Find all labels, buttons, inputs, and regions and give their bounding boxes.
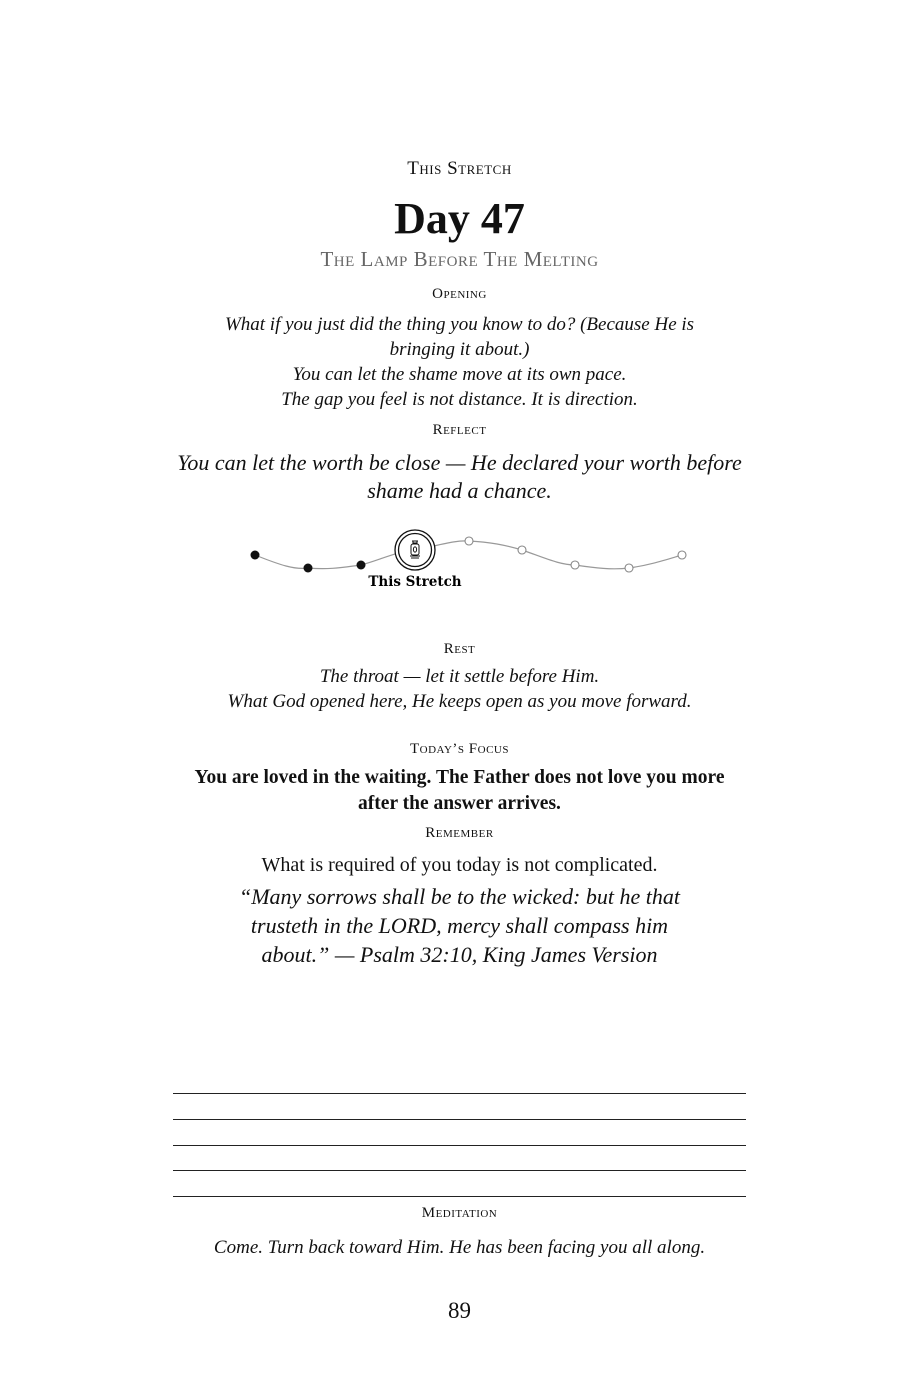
upcoming-stop <box>625 564 633 572</box>
journal-line[interactable] <box>173 1145 746 1146</box>
scripture-verse <box>0 882 919 969</box>
reflect-line: shame had a chance. <box>367 478 552 503</box>
focus-label: Today’s Focus <box>410 741 509 757</box>
rest-label: Rest <box>443 641 476 657</box>
upcoming-stop <box>518 546 526 554</box>
journal-line[interactable] <box>173 1196 746 1197</box>
journey-current-label: This Stretch <box>368 574 462 590</box>
verse-line: “Many sorrows shall be to the wicked: but he that <box>239 884 680 909</box>
journey-progress-path <box>0 520 919 600</box>
completed-stop <box>304 564 313 573</box>
verse-line: about.” — Psalm 32:10, King James Version <box>261 942 658 967</box>
opening-line: What if you just did the thing you know to do? (Because He is <box>224 314 695 335</box>
completed-stop <box>251 551 260 560</box>
reflect-label: Reflect <box>432 422 487 438</box>
page-title: Day 47 <box>394 194 525 243</box>
completed-stop <box>357 561 366 570</box>
opening-line: bringing it about.) <box>389 339 530 360</box>
journal-line[interactable] <box>173 1093 746 1094</box>
verse-line: trusteth in the LORD, mercy shall compass him <box>250 913 669 938</box>
reflect-line: You can let the worth be close — He declared your worth before <box>177 450 742 475</box>
opening-text <box>0 312 919 412</box>
opening-line: The gap you feel is not distance. It is direction. <box>281 389 638 410</box>
rest-line: What God opened here, He keeps open as you move forward. <box>227 691 692 712</box>
focus-text <box>0 765 919 817</box>
journal-line[interactable] <box>173 1119 746 1120</box>
rest-text <box>0 664 919 714</box>
focus-line: after the answer arrives. <box>358 793 561 814</box>
meditation-label: Meditation <box>421 1205 498 1221</box>
upcoming-stop <box>571 561 579 569</box>
section-kicker: This Stretch <box>407 158 512 179</box>
meditation-text: Come. Turn back toward Him. He has been facing you all along. <box>213 1237 706 1258</box>
opening-line: You can let the shame move at its own pace. <box>292 364 627 385</box>
focus-line: You are loved in the waiting. The Father does not love you more <box>194 767 725 788</box>
upcoming-stop <box>465 537 473 545</box>
rest-line: The throat — let it settle before Him. <box>319 666 600 687</box>
opening-label: Opening <box>432 286 487 302</box>
upcoming-stop <box>678 551 686 559</box>
page-number: 89 <box>448 1298 471 1323</box>
journal-line[interactable] <box>173 1170 746 1171</box>
day-subtitle: The Lamp Before The Melting <box>320 247 599 271</box>
current-stop <box>395 530 435 570</box>
remember-statement: What is required of you today is not complicated. <box>261 854 658 876</box>
remember-label: Remember <box>425 825 494 841</box>
reflect-text <box>0 449 919 505</box>
